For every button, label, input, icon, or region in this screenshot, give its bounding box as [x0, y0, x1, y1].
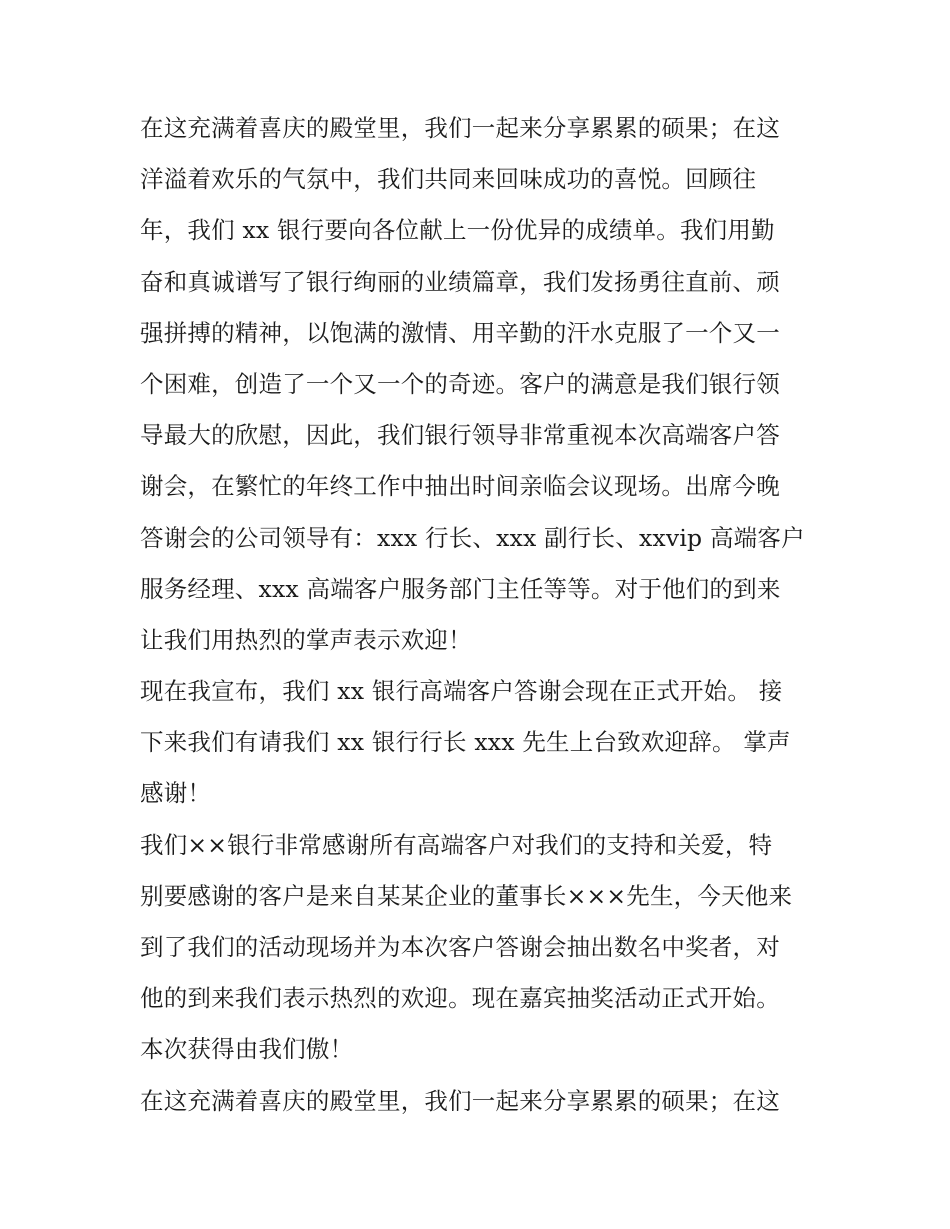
text-line: 现在我宣布，我们 xx 银行高端客户答谢会现在正式开始。 接: [140, 677, 783, 706]
text-line: 导最大的欣慰，因此，我们银行领导非常重视本次高端客户答: [140, 421, 780, 450]
text-line: 服务经理、xxx 高端客户服务部门主任等等。对于他们的到来: [140, 574, 781, 603]
text-line: 在这充满着喜庆的殿堂里，我们一起来分享累累的硕果；在这: [140, 114, 780, 142]
text-line: 他的到来我们表示热烈的欢迎。现在嘉宾抽奖活动正式开始。: [140, 984, 780, 1013]
document-body: [140, 103, 820, 1127]
text-line: 别要感谢的客户是来自某某企业的董事长×××先生，今天他来: [140, 881, 793, 910]
text-line: 本次获得由我们傲！: [140, 1035, 354, 1064]
text-line: 到了我们的活动现场并为本次客户答谢会抽出数名中奖者，对: [140, 933, 780, 961]
text-line: 年，我们 xx 银行要向各位献上一份优异的成绩单。我们用勤: [140, 216, 775, 245]
text-line: 答谢会的公司领导有：xxx 行长、xxx 副行长、xxvip 高端客户: [140, 523, 805, 552]
text-line: 让我们用热烈的掌声表示欢迎！: [140, 625, 472, 654]
text-line: 在这充满着喜庆的殿堂里，我们一起来分享累累的硕果；在这: [140, 1086, 780, 1115]
text-line: 强拼搏的精神，以饱满的激情、用辛勤的汗水克服了一个又一: [140, 318, 780, 347]
text-line: 下来我们有请我们 xx 银行行长 xxx 先生上台致欢迎辞。 掌声: [140, 728, 791, 757]
text-line: 谢会，在繁忙的年终工作中抽出时间亲临会议现场。出席今晚: [140, 472, 780, 501]
text-line: 我们××银行非常感谢所有高端客户对我们的支持和关爱，特: [140, 830, 773, 859]
text-line: 奋和真诚谱写了银行绚丽的业绩篇章，我们发扬勇往直前、顽: [140, 267, 780, 296]
text-line: 感谢！: [140, 779, 212, 808]
text-line: 洋溢着欢乐的气氛中，我们共同来回味成功的喜悦。回顾往: [140, 165, 757, 194]
text-line: 个困难，创造了一个又一个的奇迹。客户的满意是我们银行领: [140, 369, 780, 398]
